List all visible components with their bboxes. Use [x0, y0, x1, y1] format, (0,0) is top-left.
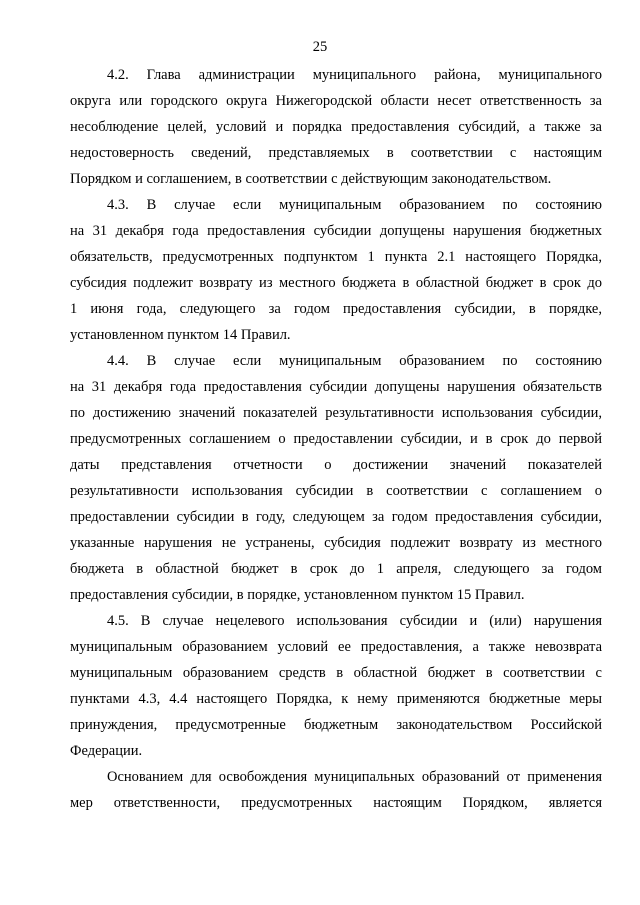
- text-line: принуждения, предусмотренные бюджетным законодательством Российской: [70, 717, 602, 733]
- text-line: несоблюдение целей, условий и порядка предоставления субсидий, а также за: [70, 119, 602, 135]
- text-line: результативности использования субсидии в соответствии с соглашением о: [70, 483, 602, 499]
- text-line: по достижению значений показателей результативности использования субсидии,: [70, 405, 602, 421]
- text-line: предоставлении субсидии в году, следующем за годом предоставления субсидии,: [70, 509, 602, 525]
- page-number: 25: [312, 39, 328, 55]
- text-line: Федерации.: [70, 743, 143, 759]
- text-line: даты представления отчетности о достижении значений показателей: [70, 457, 602, 473]
- text-line: Основанием для освобождения муниципальных образований от применения: [107, 769, 602, 785]
- text-line: мер ответственности, предусмотренных настоящим Порядком, является: [70, 795, 602, 811]
- text-line: субсидия подлежит возврату из местного бюджета в областной бюджет в срок до: [70, 275, 602, 291]
- text-line: предусмотренных соглашением о предоставлении субсидии, и в срок до первой: [70, 431, 602, 447]
- text-line: установленном пунктом 14 Правил.: [70, 327, 291, 343]
- text-line: 4.2. Глава администрации муниципального района, муниципального: [107, 67, 602, 83]
- text-line: на 31 декабря года предоставления субсидии допущены нарушения бюджетных: [70, 223, 602, 239]
- text-line: на 31 декабря года предоставления субсидии допущены нарушения обязательств: [70, 379, 602, 395]
- text-line: округа или городского округа Нижегородской области несет ответственность за: [70, 93, 602, 109]
- text-line: 4.3. В случае если муниципальным образованием по состоянию: [107, 197, 602, 213]
- text-line: Порядком и соглашением, в соответствии с действующим законодательством.: [70, 171, 552, 187]
- text-line: 4.5. В случае нецелевого использования субсидии и (или) нарушения: [107, 613, 602, 629]
- text-line: пунктами 4.3, 4.4 настоящего Порядка, к нему применяются бюджетные меры: [70, 691, 602, 707]
- text-line: 4.4. В случае если муниципальным образованием по состоянию: [107, 353, 602, 369]
- text-line: предоставления субсидии, в порядке, установленном пунктом 15 Правил.: [70, 587, 525, 603]
- text-line: бюджета в областной бюджет в срок до 1 апреля, следующего за годом: [70, 561, 602, 577]
- text-line: недостоверность сведений, представляемых в соответствии с настоящим: [70, 145, 602, 161]
- text-line: муниципальным образованием условий ее предоставления, а также невозврата: [70, 639, 602, 655]
- document-body: [70, 62, 602, 816]
- text-line: 1 июня года, следующего за годом предоставления субсидии, в порядке,: [70, 301, 602, 317]
- text-line: указанные нарушения не устранены, субсидия подлежит возврату из местного: [70, 535, 602, 551]
- text-line: обязательств, предусмотренных подпунктом 1 пункта 2.1 настоящего Порядка,: [70, 249, 602, 265]
- text-line: муниципальным образованием средств в областной бюджет в соответствии с: [70, 665, 602, 681]
